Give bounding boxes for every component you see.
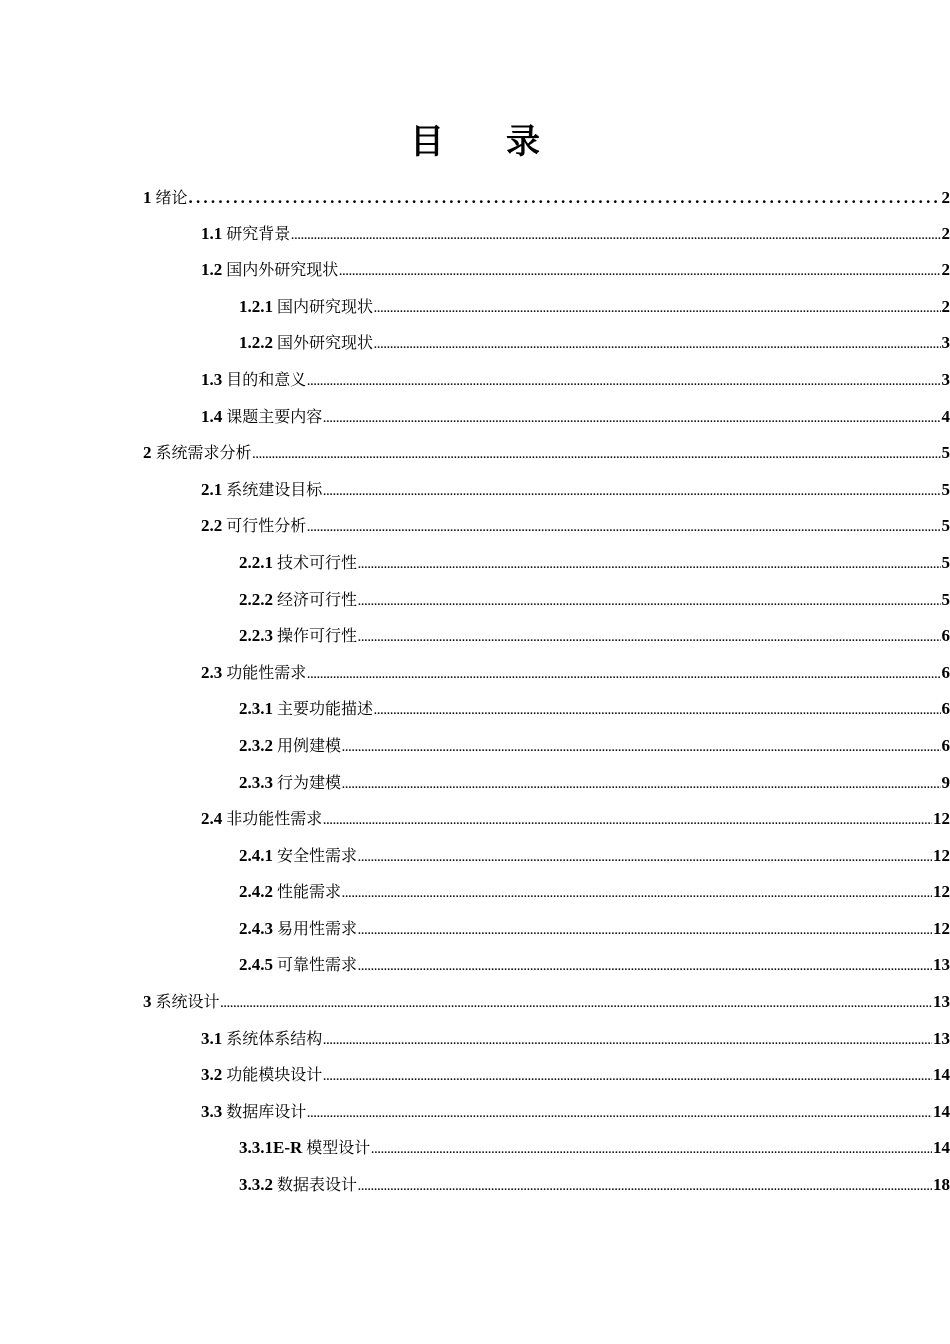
- toc-entry-number: 2.3.2: [239, 735, 273, 755]
- toc-entry-title: 性能需求: [277, 882, 342, 902]
- toc-entry-title: 系统建设目标: [226, 479, 323, 499]
- toc-entry-number: 2.4.5: [239, 955, 273, 975]
- toc-entry-page: 6: [941, 662, 950, 682]
- toc-title-left: 目: [410, 124, 444, 161]
- dot-leader: [358, 584, 940, 621]
- toc-entry-page: 12: [933, 918, 950, 938]
- toc-entry[interactable]: [0, 619, 950, 656]
- toc-entry-number: 3: [143, 992, 152, 1012]
- toc-entry-number: 2.2.1: [239, 552, 273, 572]
- toc-entry[interactable]: [0, 363, 950, 400]
- toc-entry-title: 数据表设计: [277, 1175, 358, 1195]
- toc-entry[interactable]: [0, 1058, 950, 1095]
- toc-entry-title: 技术可行性: [277, 552, 358, 572]
- toc-entry-title: 系统设计: [155, 992, 220, 1012]
- toc-entry-title: 数据库设计: [226, 1101, 307, 1121]
- toc-entry-number: 2.2: [201, 516, 223, 536]
- toc-entry-page: 18: [933, 1175, 950, 1195]
- dot-leader: [374, 291, 940, 328]
- toc-entry[interactable]: [0, 546, 950, 583]
- toc-entry-title: 行为建模: [277, 772, 342, 792]
- toc-entry-page: 6: [941, 626, 950, 646]
- toc-entry-number: 2.1: [201, 479, 223, 499]
- dot-leader: [323, 401, 940, 438]
- toc-entry-page: 12: [933, 882, 950, 902]
- toc-entry-title: 研究背景: [226, 223, 291, 243]
- toc-entry-page: 14: [933, 1101, 950, 1121]
- toc-entry-page: 13: [933, 992, 950, 1012]
- toc-entry-number: 2.3.1: [239, 699, 273, 719]
- toc-entry-title: 模型设计: [306, 1138, 371, 1158]
- toc-entry-page: 6: [941, 699, 950, 719]
- toc-entry-number: 2.4.2: [239, 882, 273, 902]
- toc-entry-number: 2: [143, 443, 152, 463]
- toc-entry-number: 2.2.3: [239, 626, 273, 646]
- toc-entry-number: 3.3.1E-R: [239, 1138, 303, 1158]
- toc-entry-page: 2: [941, 260, 950, 280]
- dot-leader: [342, 767, 940, 804]
- toc-entry-page: 2: [941, 188, 950, 207]
- toc-entry-title: 可行性分析: [226, 516, 307, 536]
- toc-entry-number: 1: [143, 188, 152, 207]
- toc-entry-page: 5: [941, 552, 950, 572]
- toc-entry[interactable]: [0, 217, 950, 254]
- toc-entry-title: 课题主要内容: [226, 406, 323, 426]
- toc-entry-number: 1.2: [201, 260, 223, 280]
- table-of-contents: [0, 180, 950, 1205]
- toc-entry-page: 5: [941, 589, 950, 609]
- dot-leader: [323, 803, 932, 840]
- toc-entry-number: 2.4: [201, 809, 223, 829]
- toc-entry[interactable]: [0, 692, 950, 729]
- toc-entry-title: 目的和意义: [226, 369, 307, 389]
- dot-leader: [307, 364, 940, 401]
- toc-entry-page: 5: [941, 479, 950, 499]
- toc-entry[interactable]: [0, 948, 950, 985]
- toc-entry-page: 12: [933, 809, 950, 829]
- toc-entry[interactable]: [0, 290, 950, 327]
- toc-entry-title: 主要功能描述: [277, 699, 374, 719]
- toc-entry[interactable]: [0, 253, 950, 290]
- toc-entry-title: 系统体系结构: [226, 1028, 323, 1048]
- dot-leader: [307, 1096, 932, 1133]
- toc-entry[interactable]: [0, 729, 950, 766]
- dot-leader: [358, 547, 940, 584]
- toc-entry-number: 2.4.3: [239, 918, 273, 938]
- toc-entry[interactable]: [0, 1095, 950, 1132]
- toc-entry-number: 2.2.2: [239, 589, 273, 609]
- dot-leader: [189, 180, 941, 217]
- toc-entry-title: 功能模块设计: [226, 1065, 323, 1085]
- dot-leader: [374, 693, 940, 730]
- dot-leader: [323, 1023, 932, 1060]
- dot-leader: [307, 657, 940, 694]
- toc-entry-page: 2: [941, 296, 950, 316]
- dot-leader: [342, 730, 940, 767]
- toc-entry-page: 9: [941, 772, 950, 792]
- dot-leader: [291, 218, 940, 255]
- toc-entry[interactable]: [0, 436, 950, 473]
- dot-leader: [374, 327, 940, 364]
- toc-entry-number: 1.3: [201, 369, 223, 389]
- dot-leader: [323, 474, 940, 511]
- toc-entry[interactable]: [0, 400, 950, 437]
- toc-entry-page: 5: [941, 516, 950, 536]
- toc-entry[interactable]: [0, 1168, 950, 1205]
- dot-leader: [358, 840, 932, 877]
- toc-entry-page: 14: [933, 1138, 950, 1158]
- toc-entry-page: 4: [941, 406, 950, 426]
- dot-leader: [342, 876, 932, 913]
- toc-entry[interactable]: [0, 583, 950, 620]
- toc-entry-number: 1.2.2: [239, 333, 273, 353]
- toc-entry-page: 3: [941, 333, 950, 353]
- toc-entry-title: 安全性需求: [277, 845, 358, 865]
- dot-leader: [253, 437, 941, 474]
- toc-entry-number: 2.3.3: [239, 772, 273, 792]
- toc-entry-page: 2: [941, 223, 950, 243]
- toc-entry-number: 3.1: [201, 1028, 223, 1048]
- toc-entry-number: 3.3: [201, 1101, 223, 1121]
- toc-entry-page: 12: [933, 845, 950, 865]
- toc-entry-title: 国外研究现状: [277, 333, 374, 353]
- toc-entry-number: 1.2.1: [239, 296, 273, 316]
- toc-entry[interactable]: [0, 326, 950, 363]
- toc-entry-number: 3.2: [201, 1065, 223, 1085]
- toc-entry-page: 6: [941, 735, 950, 755]
- toc-entry-title: 国内研究现状: [277, 296, 374, 316]
- toc-entry-title: 绪论: [155, 188, 188, 207]
- toc-entry[interactable]: [0, 473, 950, 510]
- toc-entry-number: 2.3: [201, 662, 223, 682]
- toc-entry-number: 1.4: [201, 406, 223, 426]
- toc-entry-number: 2.4.1: [239, 845, 273, 865]
- toc-entry-page: 14: [933, 1065, 950, 1085]
- toc-entry[interactable]: [0, 912, 950, 949]
- toc-entry[interactable]: [0, 802, 950, 839]
- toc-entry[interactable]: [0, 1131, 950, 1168]
- toc-entry[interactable]: [0, 656, 950, 693]
- toc-entry-title: 易用性需求: [277, 918, 358, 938]
- dot-leader: [358, 1169, 932, 1206]
- toc-entry-page: 5: [941, 443, 950, 463]
- toc-entry-title: 非功能性需求: [226, 809, 323, 829]
- dot-leader: [358, 620, 940, 657]
- dot-leader: [371, 1132, 932, 1169]
- toc-title: [0, 118, 950, 168]
- toc-entry[interactable]: [0, 766, 950, 803]
- toc-entry-page: 13: [933, 955, 950, 975]
- toc-entry-title: 系统需求分析: [155, 443, 252, 463]
- dot-leader: [307, 510, 940, 547]
- toc-title-right: 录: [506, 124, 540, 161]
- toc-entry-page: 3: [941, 369, 950, 389]
- dot-leader: [339, 254, 940, 291]
- toc-entry[interactable]: [0, 1022, 950, 1059]
- toc-entry-title: 国内外研究现状: [226, 260, 339, 280]
- toc-entry-title: 用例建模: [277, 735, 342, 755]
- toc-entry[interactable]: [0, 180, 950, 217]
- toc-entry[interactable]: [0, 985, 950, 1022]
- toc-entry[interactable]: [0, 839, 950, 876]
- toc-entry-page: 13: [933, 1028, 950, 1048]
- toc-entry-title: 可靠性需求: [277, 955, 358, 975]
- toc-entry[interactable]: [0, 509, 950, 546]
- toc-entry[interactable]: [0, 875, 950, 912]
- toc-entry-title: 操作可行性: [277, 626, 358, 646]
- dot-leader: [358, 949, 932, 986]
- toc-entry-title: 经济可行性: [277, 589, 358, 609]
- dot-leader: [221, 986, 932, 1023]
- toc-entry-number: 3.3.2: [239, 1175, 273, 1195]
- toc-entry-number: 1.1: [201, 223, 223, 243]
- toc-entry-title: 功能性需求: [226, 662, 307, 682]
- dot-leader: [358, 913, 932, 950]
- dot-leader: [323, 1059, 932, 1096]
